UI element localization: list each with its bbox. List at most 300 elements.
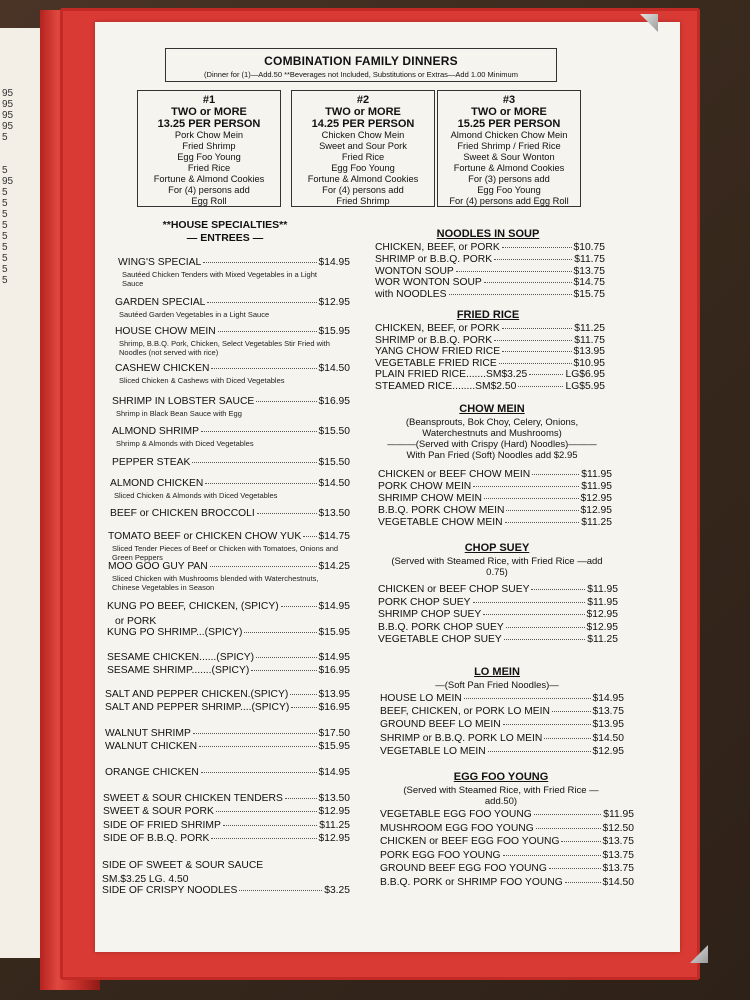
menu-item-price: $16.95 — [318, 665, 350, 676]
leader-dots — [223, 825, 317, 826]
leader-dots — [532, 474, 579, 475]
menu-item-price: $13.50 — [318, 793, 350, 804]
combo-number: #3 — [502, 94, 516, 106]
section-note: (Served with Steamed Rice, with Fried Rice — — [403, 785, 599, 796]
menu-item-name: KUNG PO SHRIMP...(SPICY) — [107, 627, 243, 638]
combo-line: Egg Foo Young — [177, 152, 241, 162]
left-page-price: 5 — [2, 132, 8, 143]
leader-dots — [199, 746, 316, 747]
menu-item-name: MUSHROOM EGG FOO YOUNG — [380, 822, 534, 834]
menu-item — [115, 297, 350, 308]
left-page-price — [2, 154, 13, 165]
menu-item-price: $11.25 — [587, 634, 618, 645]
house-specialties-header — [115, 219, 335, 245]
combo-price: 14.25 PER PERSON — [311, 118, 415, 130]
combination-dinners-header — [165, 48, 557, 82]
combo-line: Fortune & Almond Cookies — [307, 174, 419, 184]
leader-dots — [456, 271, 572, 272]
leader-dots — [211, 368, 316, 369]
menu-item-price: $11.95 — [587, 584, 618, 595]
left-page-price: 5 — [2, 209, 8, 220]
leader-dots — [565, 882, 601, 883]
menu-item — [110, 508, 350, 519]
combo-price: 15.25 PER PERSON — [457, 118, 561, 130]
menu-item-price: $10.95 — [573, 357, 605, 369]
menu-item-name: SHRIMP or B.B.Q. PORK — [375, 253, 493, 265]
leader-dots — [203, 262, 316, 263]
leader-dots — [303, 536, 316, 537]
menu-item-name: B.B.Q. PORK CHOP SUEY — [378, 621, 504, 633]
menu-item — [380, 863, 634, 874]
combo-line: For (4) persons add — [168, 185, 250, 195]
menu-item-name: TOMATO BEEF or CHICKEN CHOW YUK — [108, 531, 302, 542]
menu-item — [105, 689, 350, 700]
menu-item-name: SWEET & SOUR CHICKEN TENDERS — [103, 793, 283, 804]
combo-line: Fortune & Almond Cookies — [453, 163, 565, 173]
menu-item-price: $12.95 — [318, 833, 350, 844]
menu-item-name: MOO GOO GUY PAN — [108, 561, 208, 572]
leader-dots — [494, 340, 572, 341]
leader-dots — [193, 733, 317, 734]
menu-item-price: $15.95 — [318, 741, 350, 752]
menu-item-name: CASHEW CHICKEN — [115, 363, 210, 374]
menu-item — [380, 877, 634, 888]
menu-item-price: $11.95 — [603, 809, 634, 820]
menu-item-name: CHICKEN, BEEF, or PORK — [375, 323, 500, 334]
menu-item — [375, 289, 605, 300]
leader-dots — [484, 498, 579, 499]
menu-item-price: $12.95 — [318, 806, 350, 817]
menu-item-price: $11.25 — [574, 323, 605, 334]
menu-item — [107, 652, 350, 663]
combo-line: Egg Foo Young — [331, 163, 395, 173]
menu-item-price: $13.75 — [602, 849, 634, 861]
menu-item-name: HOUSE CHOW MEIN — [115, 326, 216, 337]
menu-item-name: SESAME CHICKEN......(SPICY) — [107, 652, 255, 663]
section-title: EGG FOO YOUNG — [453, 771, 549, 783]
leader-dots — [488, 751, 591, 752]
menu-item-name: with NOODLES — [375, 289, 447, 301]
menu-item — [380, 719, 624, 730]
menu-item: SIDE OF SWEET & SOUR SAUCE — [102, 860, 264, 871]
menu-item — [380, 850, 634, 861]
left-page-price: 5 — [2, 275, 8, 286]
menu-item — [107, 665, 350, 676]
menu-item — [105, 728, 350, 739]
leader-dots — [251, 670, 316, 671]
menu-item-name: GARDEN SPECIAL — [115, 297, 206, 308]
menu-item-name: ALMOND SHRIMP — [112, 426, 199, 437]
menu-item — [375, 277, 605, 288]
leader-dots — [504, 639, 585, 640]
menu-item-price: $13.75 — [602, 863, 634, 874]
menu-item — [115, 326, 350, 337]
menu-item-price: $16.95 — [318, 396, 350, 407]
menu-item-price: $14.95 — [318, 257, 350, 268]
combo-dinner-box — [137, 90, 281, 207]
combo-line: Chicken Chow Mein — [321, 130, 405, 140]
menu-item — [102, 885, 350, 896]
menu-item-price: $14.75 — [318, 531, 350, 542]
combo-line: Fried Rice — [341, 152, 385, 162]
section-title: NOODLES IN SOUP — [436, 228, 540, 240]
menu-item — [375, 369, 605, 380]
menu-item-name: B.B.Q. PORK or SHRIMP FOO YOUNG — [380, 876, 563, 888]
menu-item-name: SESAME SHRIMP.......(SPICY) — [107, 665, 250, 676]
menu-item-name: SWEET & SOUR PORK — [103, 806, 214, 817]
combo-line: Sweet & Sour Wonton — [463, 152, 555, 162]
menu-item — [107, 627, 350, 638]
menu-item — [380, 809, 634, 820]
menu-item-name: VEGETABLE CHOP SUEY — [378, 634, 502, 645]
menu-item-name: PEPPER STEAK — [112, 457, 191, 468]
menu-item — [112, 396, 350, 407]
leader-dots — [561, 841, 600, 842]
combo-line: Pork Chow Mein — [174, 130, 244, 140]
menu-item-price: $15.75 — [573, 289, 605, 301]
menu-item — [378, 469, 612, 480]
menu-item-name: B.B.Q. PORK CHOW MEIN — [378, 505, 505, 516]
menu-item-name: PORK CHOP SUEY — [378, 596, 471, 608]
menu-item — [380, 706, 624, 717]
menu-item-price: $13.75 — [592, 706, 624, 718]
leader-dots — [473, 602, 586, 603]
menu-item — [378, 622, 618, 633]
menu-item-name: SIDE OF B.B.Q. PORK — [103, 833, 210, 844]
menu-item-price: $11.25 — [581, 517, 612, 528]
leader-dots — [502, 351, 571, 352]
menu-item — [378, 505, 612, 516]
menu-item — [112, 457, 350, 468]
leader-dots — [506, 627, 585, 628]
menu-item — [375, 335, 605, 346]
leader-dots — [544, 738, 590, 739]
menu-item — [375, 242, 605, 253]
menu-item-name: BEEF, CHICKEN, or PORK LO MEIN — [380, 706, 550, 718]
menu-item-name: CHICKEN or BEEF CHOW MEIN — [378, 469, 531, 480]
leader-dots — [503, 724, 591, 725]
combo-number: #1 — [202, 94, 216, 106]
menu-item-price: $11.75 — [574, 334, 605, 346]
menu-item-description: Sautéed Garden Vegetables in a Light Sauce — [119, 310, 270, 319]
menu-item-name: VEGETABLE CHOW MEIN — [378, 517, 503, 528]
menu-item-description: Shrimp, B.B.Q. Pork, Chicken, Select Vegetables Stir Fried with Noodles (not served with rice) — [119, 339, 330, 357]
menu-item — [108, 561, 350, 572]
menu-item-price: $14.50 — [602, 876, 634, 888]
menu-item — [375, 381, 605, 392]
menu-item — [380, 836, 634, 847]
menu-item-name: KUNG PO BEEF, CHICKEN, (SPICY) — [107, 601, 279, 612]
menu-item-price: $12.95 — [592, 745, 624, 757]
menu-item-name: WONTON SOUP — [375, 265, 454, 277]
menu-item-price: $3.25 — [324, 885, 350, 896]
entrees-title: — ENTREES — — [186, 232, 264, 244]
leader-dots — [192, 462, 316, 463]
menu-item-name: SHRIMP or B.B.Q. PORK — [375, 334, 493, 346]
menu-item-name: SALT AND PEPPER SHRIMP....(SPICY) — [105, 702, 290, 713]
menu-item-price: $14.50 — [592, 732, 624, 744]
combo-line: Fried Shrimp — [182, 141, 236, 151]
leader-dots — [256, 401, 316, 402]
leader-dots — [494, 259, 572, 260]
leader-dots — [256, 657, 316, 658]
menu-item — [115, 363, 350, 374]
leader-dots — [285, 798, 317, 799]
menu-item — [375, 254, 605, 265]
left-page-price: 5 — [2, 187, 8, 198]
left-page-price: 5 — [2, 231, 8, 242]
left-page-price: 95 — [2, 88, 14, 99]
combo-line: Almond Chicken Chow Mein — [450, 130, 568, 140]
menu-item — [380, 733, 624, 744]
combo-number: #2 — [356, 94, 370, 106]
leader-dots — [483, 614, 584, 615]
section-title: FRIED RICE — [456, 309, 520, 321]
leader-dots — [484, 282, 572, 283]
menu-item-price: $12.95 — [586, 609, 618, 620]
menu-item — [103, 806, 350, 817]
menu-item-price: $11.95 — [581, 469, 612, 480]
leader-dots — [201, 431, 317, 432]
menu-item-price: $15.50 — [318, 426, 350, 437]
leader-dots — [502, 247, 572, 248]
combo-line: For (4) persons add Egg Roll — [449, 196, 569, 206]
left-page-price: 5 — [2, 165, 8, 176]
leader-dots — [205, 483, 316, 484]
combo-heading: TWO or MORE — [171, 106, 247, 118]
menu-item-price: $16.95 — [318, 702, 350, 713]
left-page-price: 5 — [2, 242, 8, 253]
menu-item-price: $15.95 — [318, 627, 350, 638]
combo-line: Fried Rice — [187, 163, 231, 173]
menu-item-price: $12.95 — [318, 297, 350, 308]
menu-item — [378, 481, 612, 492]
leader-dots — [502, 328, 573, 329]
section-note: (Served with Steamed Rice, with Fried Rice —add — [391, 556, 603, 567]
leader-dots — [291, 707, 316, 708]
left-page-price: 5 — [2, 253, 8, 264]
leader-dots — [499, 363, 572, 364]
menu-item — [105, 767, 350, 778]
menu-item-price: LG$5.95 — [565, 380, 605, 392]
menu-item-price: $14.95 — [318, 601, 350, 612]
menu-item — [375, 323, 605, 334]
menu-item — [375, 358, 605, 369]
leader-dots — [549, 868, 601, 869]
menu-item-name: PLAIN FRIED RICE.......SM$3.25 — [375, 369, 528, 380]
menu-item-name: VEGETABLE LO MEIN — [380, 745, 486, 757]
menu-item — [375, 346, 605, 357]
leader-dots — [257, 513, 317, 514]
leader-dots — [211, 838, 316, 839]
house-specialties-title: **HOUSE SPECIALTIES** — [162, 219, 288, 231]
leader-dots — [464, 698, 591, 699]
menu-item-price: $13.95 — [592, 719, 624, 731]
leader-dots — [473, 486, 579, 487]
section-title: CHOW MEIN — [459, 403, 525, 415]
menu-item-description: Sliced Tender Pieces of Beef or Chicken with Tomatoes, Onions and Green Peppers — [112, 544, 339, 562]
leader-dots — [290, 694, 316, 695]
left-page-price — [2, 143, 13, 154]
left-page-price: 95 — [2, 121, 14, 132]
menu-item-name: SIDE OF CRISPY NOODLES — [102, 885, 238, 896]
combo-line: Egg Foo Young — [477, 185, 541, 195]
leader-dots — [518, 386, 563, 387]
menu-item-price: $12.95 — [580, 493, 612, 504]
menu-item — [380, 823, 634, 834]
menu-item-description: Sliced Chicken & Cashews with Diced Vegetables — [119, 376, 285, 385]
menu-item — [378, 584, 618, 595]
menu-item — [105, 702, 350, 713]
menu-item — [103, 820, 350, 831]
leader-dots — [218, 331, 317, 332]
menu-item-price: $11.75 — [574, 253, 605, 265]
leader-dots — [531, 589, 585, 590]
leader-dots — [216, 811, 317, 812]
menu-item-name: CHICKEN, BEEF, or PORK — [375, 242, 500, 253]
menu-item-price: $11.25 — [319, 820, 350, 831]
menu-item-description: Shrimp in Black Bean Sauce with Egg — [116, 409, 242, 418]
combo-dinner-box — [291, 90, 435, 207]
menu-item-name: WING'S SPECIAL — [118, 257, 202, 268]
left-page-price: 5 — [2, 198, 8, 209]
left-page-price: 95 — [2, 110, 14, 121]
menu-item-price: $14.75 — [573, 277, 605, 289]
menu-item-description: Sliced Chicken with Mushrooms blended with Waterchestnuts, Chinese Vegetables in Season — [112, 574, 319, 592]
menu-item-price: $12.95 — [580, 505, 612, 516]
combo-line: For (3) persons add — [468, 174, 550, 184]
menu-item-price: $14.50 — [318, 363, 350, 374]
menu-item-price: $14.95 — [318, 652, 350, 663]
menu-item-description: Shrimp & Almonds with Diced Vegetables — [116, 439, 254, 448]
menu-item-price: $13.75 — [602, 836, 634, 847]
combo-heading: TWO or MORE — [325, 106, 401, 118]
leader-dots — [503, 855, 601, 856]
leader-dots — [506, 510, 578, 511]
leader-dots — [207, 302, 316, 303]
menu-item-name: BEEF or CHICKEN BROCCOLI — [110, 508, 255, 519]
menu-item — [378, 597, 618, 608]
combo-price: 13.25 PER PERSON — [157, 118, 261, 130]
menu-item-name: ALMOND CHICKEN — [110, 478, 204, 489]
menu-item — [103, 793, 350, 804]
menu-item-price: $13.75 — [573, 265, 605, 277]
menu-item-description: Sautéed Chicken Tenders with Mixed Vegetables in a Light Sauce — [122, 270, 317, 288]
leader-dots — [536, 828, 601, 829]
menu-item-name: SHRIMP IN LOBSTER SAUCE — [112, 396, 255, 407]
menu-item-name: WALNUT CHICKEN — [105, 741, 198, 752]
leader-dots — [201, 772, 317, 773]
left-page-price: 5 — [2, 220, 8, 231]
leader-dots — [281, 606, 317, 607]
menu-item-price: $15.95 — [318, 326, 350, 337]
menu-item — [378, 493, 612, 504]
menu-item — [378, 634, 618, 645]
combination-title: COMBINATION FAMILY DINNERS — [264, 54, 458, 68]
leader-dots — [529, 374, 563, 375]
leader-dots — [244, 632, 316, 633]
menu-item-name: HOUSE LO MEIN — [380, 693, 462, 704]
combo-line: For (4) persons add — [322, 185, 404, 195]
menu-item — [118, 257, 350, 268]
menu-item-name: PORK CHOW MEIN — [378, 481, 472, 492]
leader-dots — [552, 711, 591, 712]
menu-item-name: SHRIMP or B.B.Q. PORK LO MEIN — [380, 732, 543, 744]
menu-item-name: SIDE OF FRIED SHRIMP — [103, 820, 221, 831]
menu-item-name: SHRIMP CHOP SUEY — [378, 609, 482, 620]
menu-item-name: GROUND BEEF LO MEIN — [380, 719, 501, 731]
combo-heading: TWO or MORE — [471, 106, 547, 118]
leader-dots — [505, 522, 580, 523]
menu-item-name: PORK EGG FOO YOUNG — [380, 849, 501, 861]
combo-line: Fortune & Almond Cookies — [153, 174, 265, 184]
menu-item-price: $17.50 — [318, 728, 350, 739]
menu-item — [380, 693, 624, 704]
menu-item-name: VEGETABLE FRIED RICE — [375, 357, 497, 369]
menu-item-price: LG$6.95 — [565, 369, 605, 380]
left-page-prices — [2, 88, 13, 286]
combo-line: Sweet and Sour Pork — [319, 141, 407, 151]
section-note: add.50) — [484, 796, 518, 807]
menu-item-name: WALNUT SHRIMP — [105, 728, 191, 739]
menu-item: or PORK — [115, 616, 157, 627]
menu-item-name: CHICKEN or BEEF CHOP SUEY — [378, 584, 530, 595]
menu-item — [380, 746, 624, 757]
combo-line: Fried Shrimp — [336, 196, 390, 206]
menu-item-name: YANG CHOW FRIED RICE — [375, 346, 501, 357]
leader-dots — [239, 890, 322, 891]
menu-item — [107, 601, 350, 612]
menu-item: SM.$3.25 LG. 4.50 — [102, 874, 189, 885]
combo-line: Egg Roll — [191, 196, 227, 206]
combo-line: Fried Shrimp / Fried Rice — [457, 141, 561, 151]
menu-item-price: $14.95 — [318, 767, 350, 778]
menu-item-price: $13.95 — [318, 689, 350, 700]
menu-item-price: $12.95 — [586, 621, 618, 633]
leader-dots — [534, 814, 601, 815]
menu-item-name: CHICKEN or BEEF EGG FOO YOUNG — [380, 836, 560, 847]
menu-item — [378, 517, 612, 528]
menu-item-name: VEGETABLE EGG FOO YOUNG — [380, 809, 532, 820]
section-title: LO MEIN — [474, 666, 520, 678]
section-title: CHOP SUEY — [464, 542, 530, 554]
combination-subtitle: (Dinner for (1)—Add.50 **Beverages not Included, Substitutions or Extras—Add 1.00 Minimum — [204, 70, 518, 79]
menu-item-description: Sliced Chicken & Almonds with Diced Vegetables — [114, 491, 278, 500]
section-note: 0.75) — [486, 567, 508, 578]
section-note: With Pan Fried (Soft) Noodles add $2.95 — [406, 450, 578, 461]
left-page-price: 5 — [2, 264, 8, 275]
menu-item — [103, 833, 350, 844]
menu-item-price: $15.50 — [318, 457, 350, 468]
menu-item-name: WOR WONTON SOUP — [375, 277, 482, 289]
leader-dots — [449, 294, 572, 295]
menu-item-price: $11.95 — [581, 481, 612, 492]
menu-item-price: $14.25 — [318, 561, 350, 572]
menu-item-price: $14.95 — [592, 693, 624, 704]
menu-item-name: SHRIMP CHOW MEIN — [378, 493, 482, 504]
menu-item — [108, 531, 350, 542]
menu-item-name: GROUND BEEF EGG FOO YOUNG — [380, 863, 547, 874]
menu-item-name: STEAMED RICE........SM$2.50 — [375, 380, 517, 392]
menu-item — [110, 478, 350, 489]
menu-item-price: $12.50 — [602, 822, 634, 834]
menu-item-price: $13.50 — [318, 508, 350, 519]
menu-item-name: SALT AND PEPPER CHICKEN.(SPICY) — [105, 689, 289, 700]
section-note: (Beansprouts, Bok Choy, Celery, Onions, — [405, 417, 579, 428]
menu-item-name: ORANGE CHICKEN — [105, 767, 199, 778]
leader-dots — [210, 566, 317, 567]
menu-item-price: $10.75 — [573, 242, 605, 253]
